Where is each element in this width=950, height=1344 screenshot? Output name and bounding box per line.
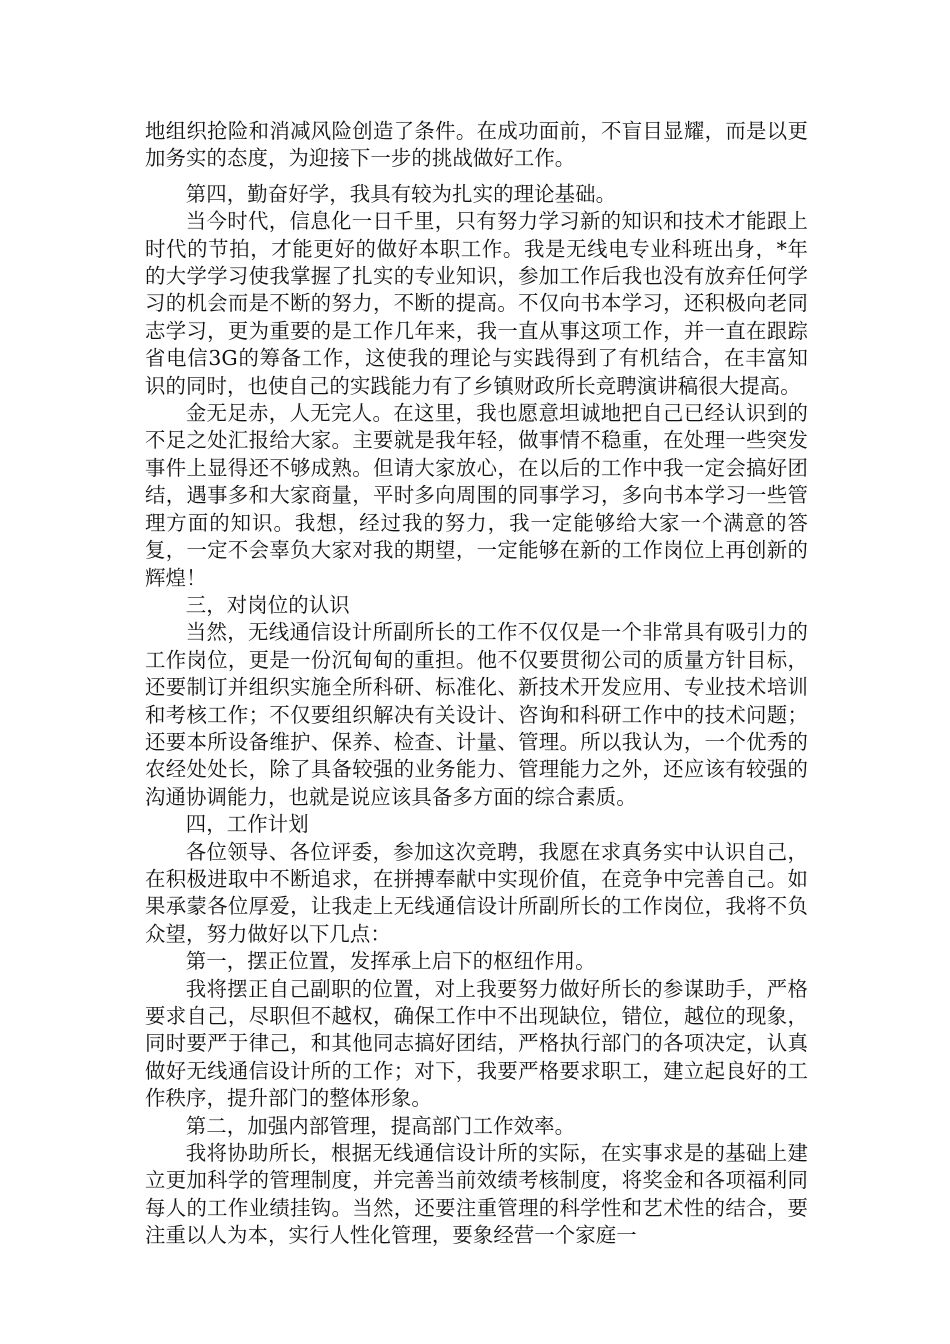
paragraph: 金无足赤，人无完人。在这里，我也愿意坦诚地把自己已经认识到的不足之处汇报给大家。主要就是我年轻，做事情不稳重，在处理一些突发事件上显得还不够成熟。但请大家放心，在以后的工作中我一定会搞好团结，遇事多和大家商量，平时多向周围的同事学习，多向书本学习一些管理方面的知识。我想，经过我的努力，我一定能够给大家一个满意的答复，一定不会辜负大家对我的期望，一定能够在新的工作岗位上再创新的辉煌！ [145, 401, 808, 590]
section-heading: 四，工作计划 [185, 812, 309, 837]
paragraph-heading: 第一，摆正位置，发挥承上启下的枢纽作用。 [185, 949, 596, 974]
document-body [145, 118, 808, 1250]
paragraph: 当然，无线通信设计所副所长的工作不仅仅是一个非常具有吸引力的工作岗位，更是一份沉甸甸的重担。他不仅要贯彻公司的质量方针目标，还要制订并组织实施全所科研、标准化、新技术开发应用、专业技术培训和考核工作；不仅要组织解决有关设计、咨询和科研工作中的技术问题；还要本所设备维护、保养、检查、计量、管理。所以我认为，一个优秀的农经处处长，除了具备较强的业务能力、管理能力之外，还应该有较强的沟通协调能力，也就是说应该具备多方面的综合素质。 [145, 620, 808, 809]
paragraph: 我将摆正自己副职的位置，对上我要努力做好所长的参谋助手，严格要求自己，尽职但不越权，确保工作中不出现缺位，错位，越位的现象，同时要严于律己，和其他同志搞好团结，严格执行部门的各项决定，认真做好无线通信设计所的工作；对下，我要严格要求职工，建立起良好的工作秩序，提升部门的整体形象。 [145, 976, 808, 1111]
paragraph: 我将协助所长，根据无线通信设计所的实际，在实事求是的基础上建立更加科学的管理制度，并完善当前效绩考核制度，将奖金和各项福利同每人的工作业绩挂钩。当然，还要注重管理的科学性和艺术性的结合，要注重以人为本，实行人性化管理，要象经营一个家庭一 [145, 1141, 808, 1248]
paragraph: 各位领导、各位评委，参加这次竞聘，我愿在求真务实中认识自己，在积极进取中不断追求，在拼搏奉献中实现价值，在竞争中完善自己。如果承蒙各位厚爱，让我走上无线通信设计所副所长的工作岗位，我将不负众望，努力做好以下几点： [145, 839, 808, 946]
paragraph-heading: 第二，加强内部管理，提高部门工作效率。 [185, 1113, 576, 1138]
paragraph: 地组织抢险和消减风险创造了条件。在成功面前，不盲目显耀，而是以更加务实的态度，为迎接下一步的挑战做好工作。 [145, 119, 808, 171]
section-heading: 三，对岗位的认识 [185, 592, 350, 617]
paragraph: 当今时代，信息化一日千里，只有努力学习新的知识和技术才能跟上时代的节拍，才能更好的做好本职工作。我是无线电专业科班出身，*年的大学学习使我掌握了扎实的专业知识，参加工作后我也没有放弃任何学习的机会而是不断的努力，不断的提高。不仅向书本学习，还积极向老同志学习，更为重要的是工作几年来，我一直从事这项工作，并一直在跟踪省电信3G的筹备工作，这使我的理论与实践得到了有机结合，在丰富知识的同时，也使自己的实践能力有了乡镇财政所长竞聘演讲稿很大提高。 [145, 209, 808, 398]
paragraph-heading: 第四，勤奋好学，我具有较为扎实的理论基础。 [185, 181, 617, 206]
